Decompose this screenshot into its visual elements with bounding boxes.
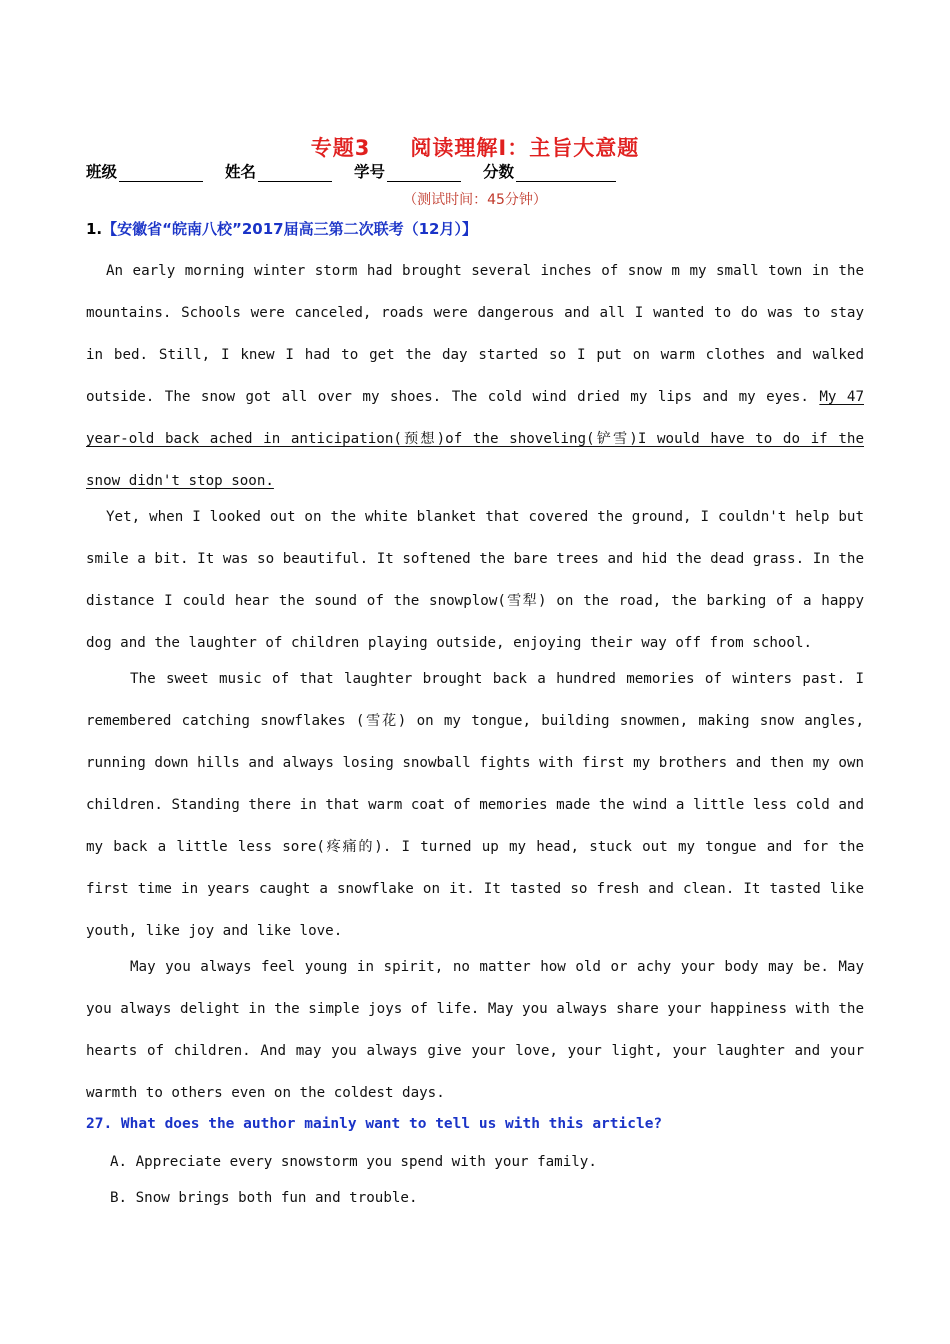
page-title bbox=[0, 132, 950, 162]
source-text: 【安徽省“皖南八校”2017届高三第二次联考（12月）】 bbox=[102, 220, 477, 238]
paragraph-1-underlined-sentence: My 47 year-old back ached in anticipation(预想)of the shoveling(铲雪)I would have to do if the snow didn't stop soon. bbox=[86, 389, 864, 489]
student-id-label: 学号 bbox=[354, 163, 386, 181]
student-info-row bbox=[86, 160, 638, 182]
score-label: 分数 bbox=[483, 163, 515, 181]
name-label: 姓名 bbox=[225, 163, 257, 181]
name-blank[interactable] bbox=[258, 165, 332, 182]
class-field bbox=[86, 160, 203, 182]
name-field bbox=[225, 160, 332, 182]
paragraph-3: The sweet music of that laughter brought back a hundred memories of winters past. I remembered catching snowflakes (雪花) on my tongue, building snowmen, making snow angles, running down hills and always losing snowball fights with first my brothers and then my own children. Standing there in that warm coat of memories made the wind a little less cold and my back a little less sore(疼痛的). I turned up my head, stuck out my tongue and for the first time in years caught a snowflake on it. It tasted so fresh and clean. It tasted like youth, like joy and like love. bbox=[86, 671, 864, 939]
test-time-note: （测试时间：45分钟） bbox=[403, 192, 547, 208]
option-a[interactable]: A. Appreciate every snowstorm you spend with your family. bbox=[110, 1154, 597, 1170]
paragraph-4: May you always feel young in spirit, no matter how old or achy your body may be. May you always delight in the simple joys of life. May you always share your happiness with the hearts of children. And may you always give your love, your light, your laughter and your warmth to others even on the coldest days. bbox=[86, 959, 864, 1101]
option-b[interactable]: B. Snow brings both fun and trouble. bbox=[110, 1190, 418, 1206]
reading-passage bbox=[86, 250, 864, 1108]
paragraph-1 bbox=[86, 250, 864, 502]
title-topic-name: 阅读理解Ⅰ：主旨大意题 bbox=[410, 136, 640, 160]
question-source bbox=[86, 218, 477, 239]
answer-options bbox=[110, 1152, 597, 1224]
title-topic-number: 专题3 bbox=[310, 136, 371, 160]
score-field bbox=[483, 160, 616, 182]
score-blank[interactable] bbox=[516, 165, 616, 182]
question-number: 1. bbox=[86, 220, 103, 238]
student-id-blank[interactable] bbox=[387, 165, 461, 182]
paragraph-2: Yet, when I looked out on the white blanket that covered the ground, I couldn't help but smile a bit. It was so beautiful. It softened the bare trees and hid the dead grass. In the distance I could hear the sound of the snowplow(雪犁) on the road, the barking of a happy dog and the laughter of children playing outside, enjoying their way off from school. bbox=[86, 509, 864, 651]
class-label: 班级 bbox=[86, 163, 118, 181]
class-blank[interactable] bbox=[119, 165, 203, 182]
question-stem: 27. What does the author mainly want to tell us with this article? bbox=[86, 1116, 663, 1132]
paragraph-1-text: An early morning winter storm had brought several inches of snow m my small town in the mountains. Schools were canceled, roads were dangerous and all I wanted to do was to stay in bed. Still, I knew I had to get the day started so I put on warm clothes and walked outside. The snow got all over my shoes. The cold wind dried my lips and my eyes. bbox=[86, 263, 864, 405]
student-id-field bbox=[354, 160, 461, 182]
